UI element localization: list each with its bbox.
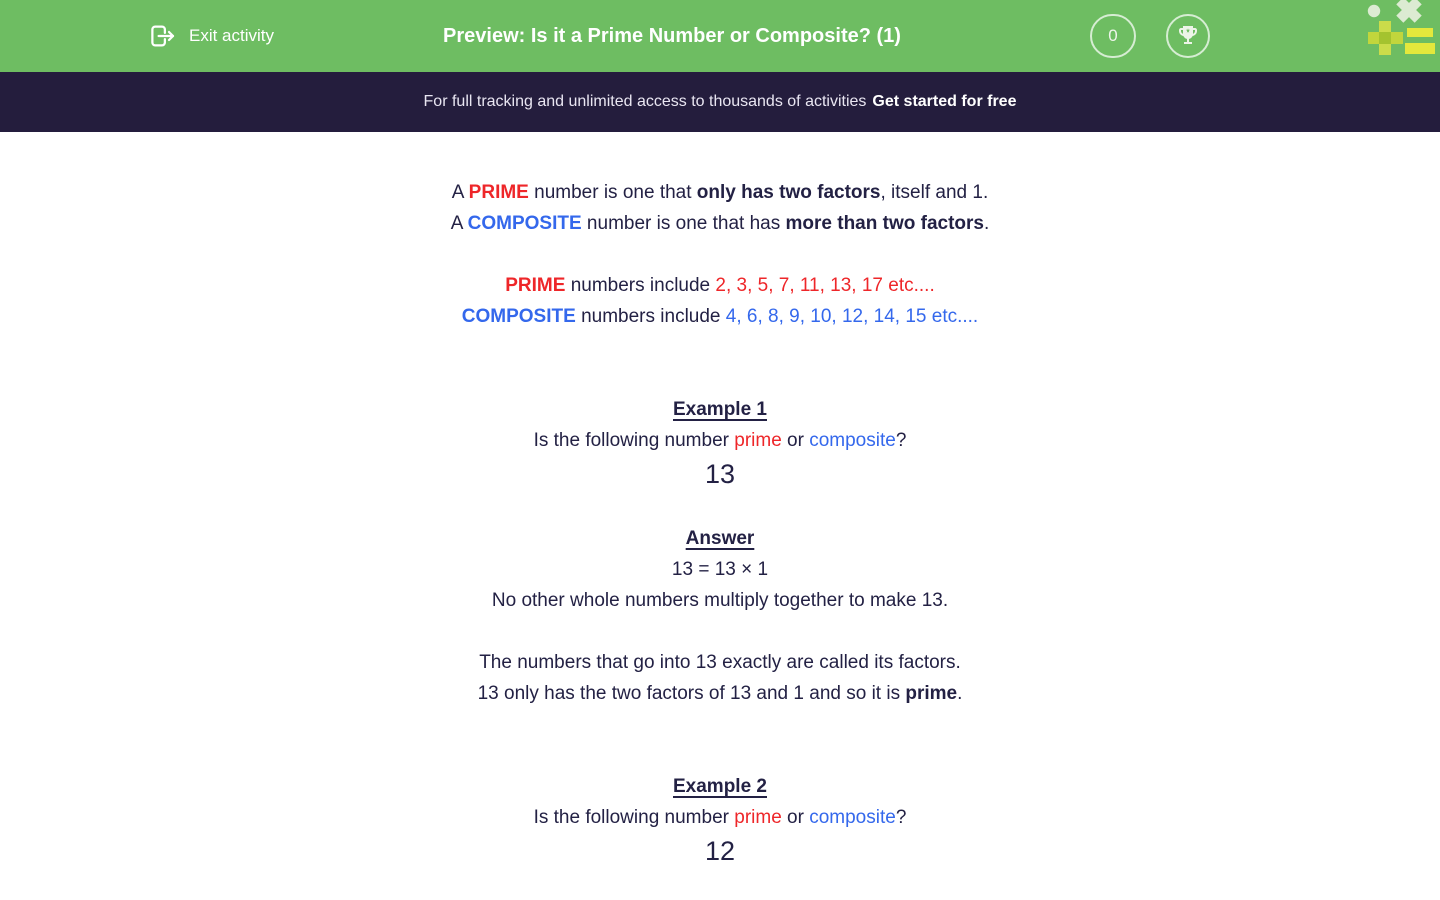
prime-conclusion: 13 only has the two factors of 13 and 1 and so it is prime. (477, 683, 963, 704)
composite-definition: A COMPOSITE number is one that has more than two factors. (450, 213, 990, 234)
page-title: Preview: Is it a Prime Number or Composite? (1) (443, 24, 901, 47)
answer-equation: 13 = 13 × 1 (671, 559, 769, 580)
exit-activity-label: Exit activity (189, 26, 275, 45)
banner-text: For full tracking and unlimited access to thousands of activities (423, 93, 867, 110)
answer-note: No other whole numbers multiply together to make 13. (491, 590, 949, 611)
trophy-button[interactable] (1166, 14, 1210, 58)
example-1-section (0, 394, 1440, 492)
example-2-question: Is the following number prime or composite? (533, 807, 907, 828)
number-examples-paragraph (0, 270, 1440, 332)
top-bar (0, 0, 1440, 72)
definitions-paragraph (0, 177, 1440, 239)
exit-activity-button[interactable] (148, 0, 274, 72)
prime-definition: A PRIME number is one that only has two factors, itself and 1. (451, 182, 989, 203)
exit-icon (148, 21, 178, 51)
example-2-heading: Example 2 (673, 776, 767, 797)
math-symbols-logo (1368, 0, 1435, 55)
brand-logo (1356, 0, 1440, 67)
trophy-icon (1176, 23, 1200, 50)
example-1-question: Is the following number prime or composite? (533, 430, 907, 451)
answer-section (0, 523, 1440, 709)
answer-heading: Answer (685, 528, 755, 549)
promo-banner (0, 72, 1440, 132)
score-counter (1090, 14, 1136, 58)
example-1-number: 13 (704, 459, 736, 489)
score-value: 0 (1108, 26, 1118, 45)
factors-explanation: The numbers that go into 13 exactly are called its factors. (479, 652, 961, 673)
example-2-number: 12 (704, 836, 736, 866)
composite-numbers-list: COMPOSITE numbers include 4, 6, 8, 9, 10, 12, 14, 15 etc.... (461, 306, 979, 327)
prime-numbers-list: PRIME numbers include 2, 3, 5, 7, 11, 13, 17 etc.... (505, 275, 935, 296)
example-1-heading: Example 1 (673, 399, 767, 420)
answer-explanation (0, 647, 1440, 709)
activity-content (0, 132, 1440, 869)
get-started-link[interactable]: Get started for free (872, 93, 1017, 110)
example-2-section (0, 771, 1440, 869)
